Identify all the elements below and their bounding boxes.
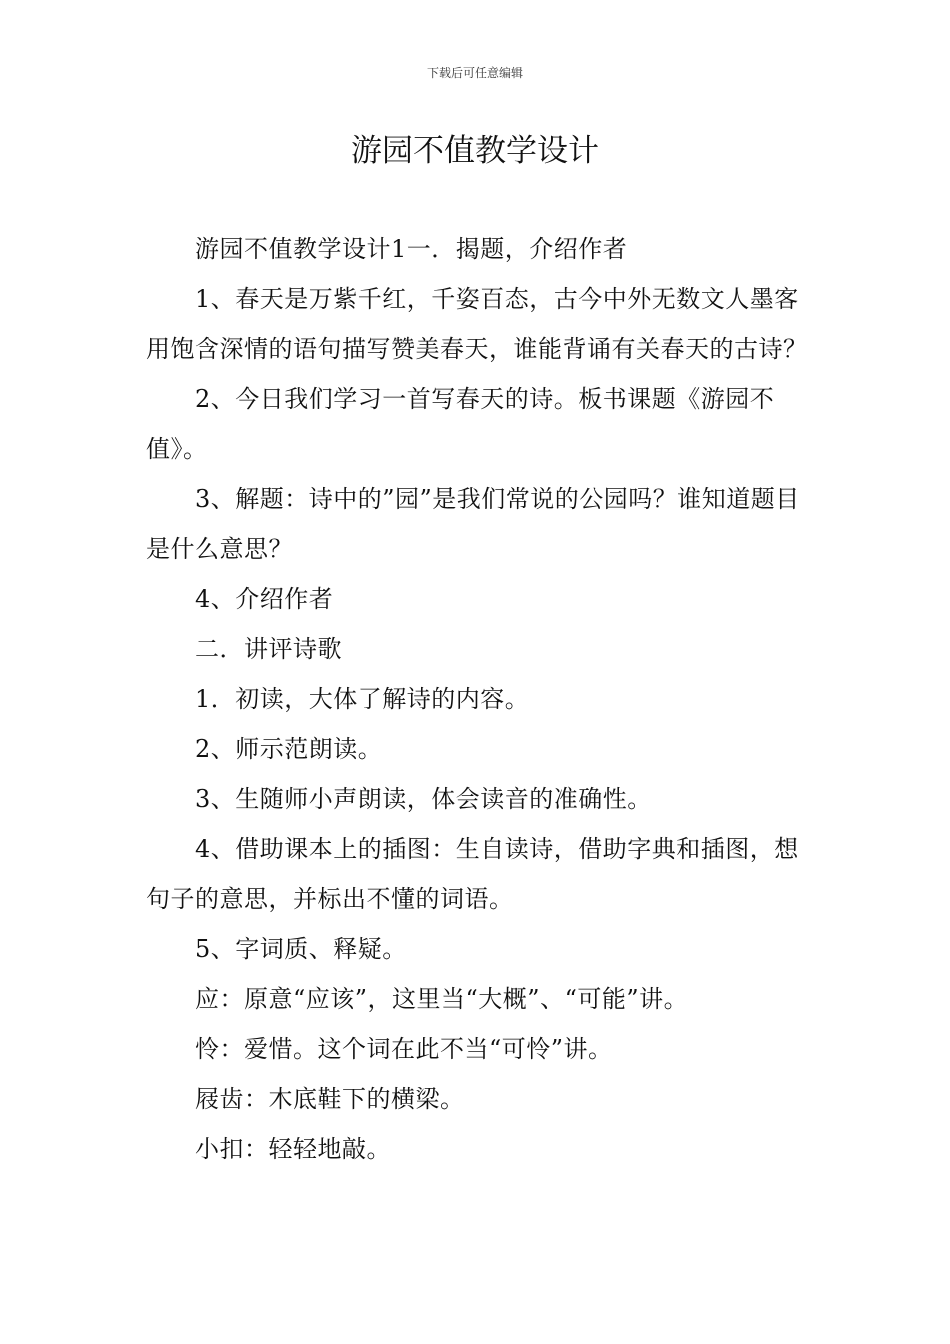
paragraph-step-3: 3、解题：诗中的”园”是我们常说的公园吗？谁知道题目是什么意思？	[146, 485, 800, 563]
paragraph-reading-5: 5、字词质、释疑。	[195, 935, 407, 963]
page-header-note: 下载后可任意编辑	[426, 66, 523, 80]
gloss-lian: 怜：爱惜。这个词在此不当“可怜”讲。	[195, 1035, 613, 1063]
paragraph-step-1: 1、春天是万紫千红，千姿百态，古今中外无数文人墨客用饱含深情的语句描写赞美春天，谁能背诵有关春天的古诗？	[146, 285, 808, 363]
paragraph-step-2: 2、今日我们学习一首写春天的诗。板书课题《游园不值》。	[146, 385, 775, 463]
paragraph-step-4: 4、介绍作者	[195, 585, 334, 613]
paragraph-reading-2: 2、师示范朗读。	[195, 735, 383, 763]
gloss-jichi: 屐齿：木底鞋下的横梁。	[195, 1085, 465, 1113]
gloss-xiaokou: 小扣：轻轻地敲。	[195, 1135, 391, 1163]
paragraph-reading-1: 1．初读，大体了解诗的内容。	[195, 685, 530, 713]
document-body	[146, 224, 808, 1174]
document-title: 游园不值教学设计	[351, 133, 599, 169]
paragraph-reading-3: 3、生随师小声朗读，体会读音的准确性。	[195, 785, 652, 813]
paragraph-reading-4: 4、借助课本上的插图：生自读诗，借助字典和插图，想句子的意思，并标出不懂的词语。	[146, 835, 799, 913]
section-heading-2: 二．讲评诗歌	[195, 635, 342, 663]
gloss-ying: 应：原意“应该”，这里当“大概”、“可能”讲。	[195, 985, 689, 1013]
paragraph-intro-heading: 游园不值教学设计1一．揭题，介绍作者	[195, 235, 628, 263]
